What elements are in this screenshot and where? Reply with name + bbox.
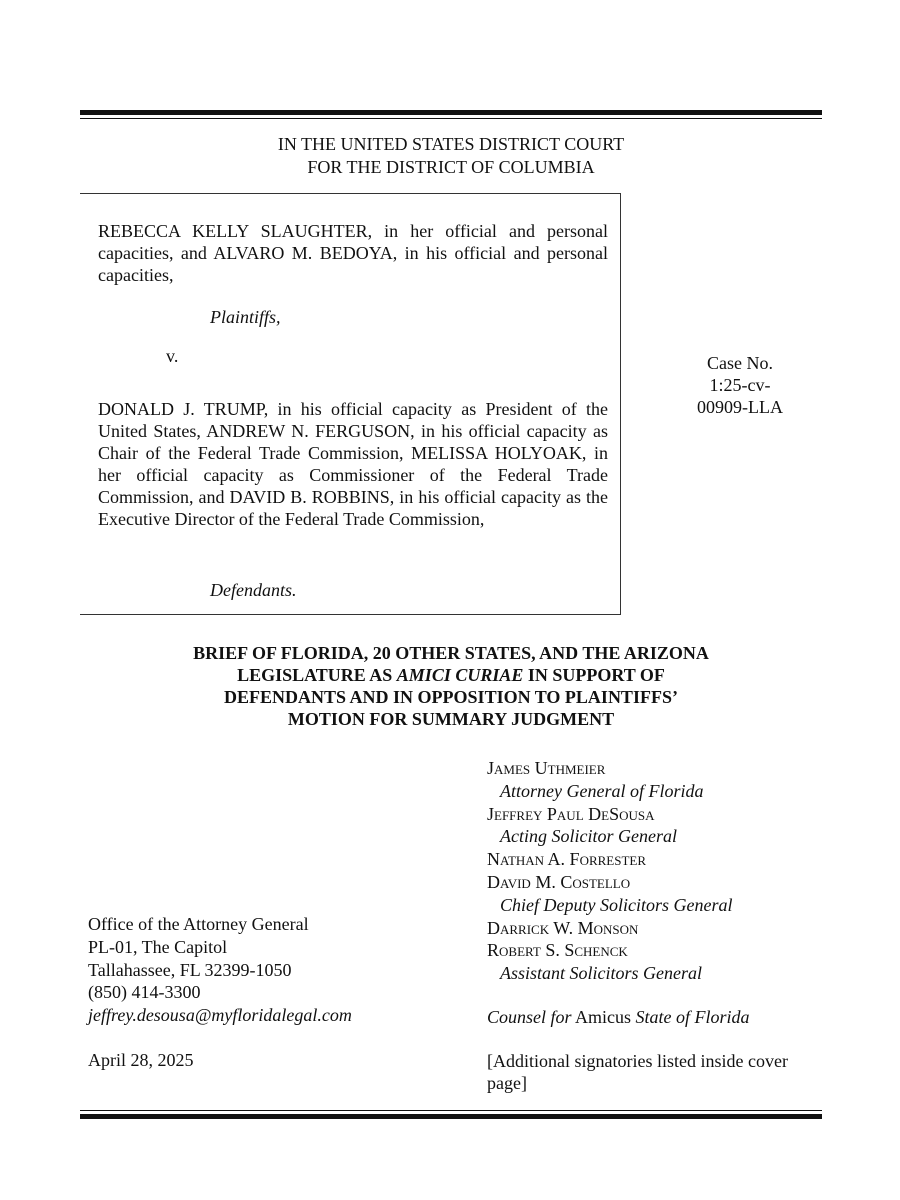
- counsel-for-amicus: Amicus: [571, 1007, 636, 1027]
- filing-date: April 28, 2025: [88, 1050, 194, 1070]
- counsel-role: Attorney General of Florida: [500, 780, 704, 801]
- title-line-2: [80, 664, 822, 686]
- versus-label: v.: [166, 346, 179, 366]
- office-email: jeffrey.desousa@myfloridalegal.com: [88, 1005, 352, 1026]
- counsel-name: Jeffrey Paul DeSousa: [487, 803, 655, 824]
- plaintiffs-label: Plaintiffs,: [210, 307, 281, 327]
- counsel-role: Chief Deputy Solicitors General: [500, 894, 733, 915]
- counsel-name: Nathan A. Forrester: [487, 849, 647, 870]
- office-line-3: Tallahassee, FL 32399-1050: [88, 959, 292, 980]
- counsel-role: Assistant Solicitors General: [500, 963, 702, 984]
- title-line-3: DEFENDANTS AND IN OPPOSITION TO PLAINTIFFS’: [224, 687, 678, 707]
- case-number-line-2: 1:25-cv-: [709, 375, 771, 395]
- case-number-line-3: 00909-LLA: [697, 397, 783, 417]
- title-amici-curiae: AMICI CURIAE: [396, 665, 524, 685]
- counsel-name: Darrick W. Monson: [487, 917, 639, 938]
- court-line-1: IN THE UNITED STATES DISTRICT COURT: [277, 134, 625, 154]
- office-line-1: Office of the Attorney General: [88, 914, 309, 934]
- case-number: [680, 352, 800, 418]
- additional-signatories-note: [Additional signatories listed inside cover page]: [487, 1051, 788, 1093]
- office-address: [88, 913, 448, 1027]
- counsel-for-label: Counsel for: [487, 1007, 572, 1027]
- counsel-name: David M. Costello: [487, 871, 631, 892]
- bottom-double-rule: [80, 1110, 822, 1119]
- court-line-2: FOR THE DISTRICT OF COLUMBIA: [307, 157, 595, 177]
- title-line-2-pre: LEGISLATURE AS: [237, 665, 397, 685]
- defendants-label: Defendants.: [210, 580, 297, 600]
- counsel-for-state: State of Florida: [635, 1007, 750, 1027]
- title-line-2-post: IN SUPPORT OF: [523, 665, 665, 685]
- counsel-name: Robert S. Schenck: [487, 940, 628, 961]
- counsel-name: James Uthmeier: [487, 758, 606, 778]
- title-line-4: MOTION FOR SUMMARY JUDGMENT: [287, 709, 615, 729]
- title-line-1: BRIEF OF FLORIDA, 20 OTHER STATES, AND THE ARIZONA: [193, 643, 709, 663]
- counsel-role: Acting Solicitor General: [500, 826, 677, 847]
- counsel-for-line: [487, 1007, 750, 1028]
- office-line-2: PL-01, The Capitol: [88, 936, 228, 957]
- office-phone: (850) 414-3300: [88, 982, 201, 1003]
- case-number-line-1: Case No.: [707, 353, 773, 373]
- brief-title: [80, 642, 822, 730]
- top-double-rule: [80, 110, 822, 119]
- defendants-description: DONALD J. TRUMP, in his official capacity as President of the United States, ANDREW N. FERGUSON, in his official capacity as Chair of the Federal Trade Commission, MELISSA HOLYOAK, in her official capacity as Commissioner of the Federal Trade Commission, and DAVID B. ROBBINS, in his official capacity as the Executive Director of the Federal Trade Commission,: [98, 399, 608, 529]
- court-heading: [80, 133, 822, 179]
- plaintiffs-description: REBECCA KELLY SLAUGHTER, in her official and personal capacities, and ALVARO M. BEDOYA, in his official and personal capacities,: [98, 221, 608, 285]
- counsel-list: [487, 757, 822, 985]
